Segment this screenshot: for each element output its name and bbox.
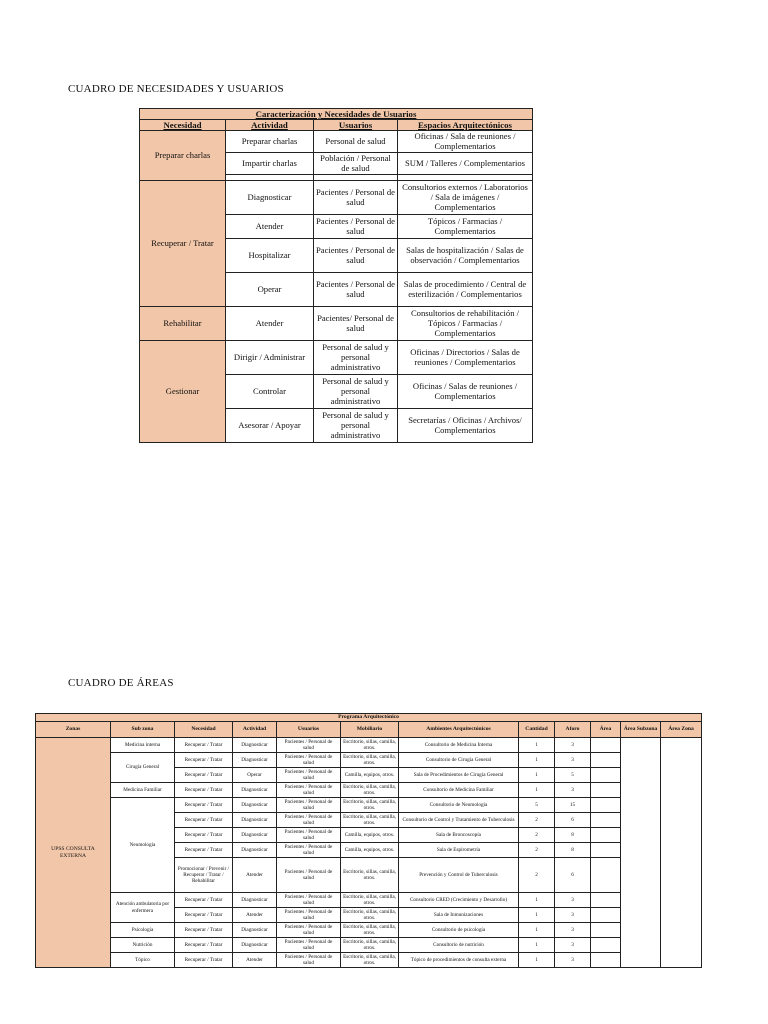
- quantity-cell: 1: [519, 908, 555, 923]
- environment-cell: Consultorio de psicología: [399, 923, 519, 938]
- spaces-cell: Salas de procedimiento / Central de esterilización / Complementarios: [398, 273, 533, 307]
- activity-cell: Dirigir / Administrar: [226, 341, 314, 375]
- environment-cell: Sala de Procedimientos de Cirugía General: [399, 768, 519, 783]
- users-cell: Pacientes / Personal de salud: [277, 738, 341, 753]
- needs-users-table: [139, 108, 533, 443]
- subzone-area-cell: [621, 738, 661, 968]
- activity-cell: Atender: [233, 908, 277, 923]
- quantity-cell: 2: [519, 858, 555, 893]
- subzone-cell: Nutrición: [111, 938, 175, 953]
- spaces-cell: Oficinas / Directorios / Salas de reuniones / Complementarios: [398, 341, 533, 375]
- environment-cell: Tópico de procedimientos de consulta externa: [399, 953, 519, 968]
- column-header: Actividad: [226, 120, 314, 131]
- environment-cell: Prevención y Control de Tuberculosis: [399, 858, 519, 893]
- environment-cell: Consultorio de nutrición: [399, 938, 519, 953]
- furniture-cell: Camilla, equipos, otros.: [341, 828, 399, 843]
- capacity-cell: 3: [555, 923, 591, 938]
- users-cell: Pacientes / Personal de salud: [277, 798, 341, 813]
- need-cell: Recuperar / Tratar: [175, 953, 233, 968]
- quantity-cell: 1: [519, 953, 555, 968]
- users-cell: Pacientes / Personal de salud: [314, 239, 398, 273]
- activity-cell: Diagnosticar: [233, 893, 277, 908]
- furniture-cell: Camilla, equipos, otros.: [341, 843, 399, 858]
- area-cell: [591, 828, 621, 843]
- column-header: Ambientes Arquitectónicos: [399, 722, 519, 738]
- area-cell: [591, 813, 621, 828]
- users-cell: Pacientes / Personal de salud: [314, 215, 398, 239]
- need-cell: Recuperar / Tratar: [140, 181, 226, 307]
- activity-cell: Impartir charlas: [226, 153, 314, 175]
- need-cell: Recuperar / Tratar: [175, 938, 233, 953]
- activity-cell: Diagnosticar: [233, 938, 277, 953]
- need-cell: Recuperar / Tratar: [175, 893, 233, 908]
- capacity-cell: 3: [555, 738, 591, 753]
- table-row: [36, 953, 702, 968]
- need-cell: Recuperar / Tratar: [175, 798, 233, 813]
- quantity-cell: 2: [519, 843, 555, 858]
- table-row: [36, 893, 702, 908]
- users-cell: Pacientes / Personal de salud: [277, 953, 341, 968]
- column-header: Área Zona: [661, 722, 702, 738]
- need-cell: Preparar charlas: [140, 131, 226, 181]
- users-cell: Personal de salud: [314, 131, 398, 153]
- need-cell: Recuperar / Tratar: [175, 768, 233, 783]
- activity-cell: Atender: [233, 953, 277, 968]
- areas-table-heading: CUADRO DE ÁREAS: [68, 677, 174, 689]
- table-row: [36, 753, 702, 768]
- activity-cell: Diagnosticar: [233, 738, 277, 753]
- capacity-cell: 5: [555, 768, 591, 783]
- quantity-cell: 2: [519, 828, 555, 843]
- users-cell: Pacientes / Personal de salud: [277, 768, 341, 783]
- furniture-cell: Escritorio, sillas, camilla, otros.: [341, 858, 399, 893]
- activity-cell: Operar: [233, 768, 277, 783]
- area-cell: [591, 893, 621, 908]
- users-cell: Pacientes / Personal de salud: [277, 783, 341, 798]
- spaces-cell: Salas de hospitalización / Salas de observación / Complementarios: [398, 239, 533, 273]
- area-cell: [591, 938, 621, 953]
- subzone-cell: Tópico: [111, 953, 175, 968]
- column-header: Usuarios: [314, 120, 398, 131]
- zone-area-cell: [661, 738, 702, 968]
- need-cell: Recuperar / Tratar: [175, 783, 233, 798]
- area-cell: [591, 923, 621, 938]
- users-cell: Pacientes / Personal de salud: [277, 828, 341, 843]
- column-header: Necesidad: [140, 120, 226, 131]
- spaces-cell: Secretarías / Oficinas / Archivos/ Complementarios: [398, 409, 533, 443]
- areas-table-caption: Programa Arquitectónico: [36, 714, 702, 722]
- spaces-cell: SUM / Talleres / Complementarios: [398, 153, 533, 175]
- furniture-cell: Escritorio, sillas, camilla, otros.: [341, 783, 399, 798]
- activity-cell: Diagnosticar: [233, 843, 277, 858]
- subzone-cell: Cirugía General: [111, 753, 175, 783]
- quantity-cell: 1: [519, 768, 555, 783]
- need-cell: Promocionar / Prevenir / Recuperar / Tratar / Rehabilitar: [175, 858, 233, 893]
- activity-cell: Diagnosticar: [233, 828, 277, 843]
- column-header: Mobiliario: [341, 722, 399, 738]
- activity-cell: Atender: [233, 858, 277, 893]
- subzone-cell: Medicina interna: [111, 738, 175, 753]
- furniture-cell: Escritorio, sillas, camilla, otros.: [341, 798, 399, 813]
- activity-cell: Operar: [226, 273, 314, 307]
- subzone-cell: Psicología: [111, 923, 175, 938]
- capacity-cell: 6: [555, 858, 591, 893]
- environment-cell: Consultorio de Medicina Interna: [399, 738, 519, 753]
- environment-cell: Sala de Espirometría: [399, 843, 519, 858]
- furniture-cell: Escritorio, sillas, camilla, otros.: [341, 753, 399, 768]
- subzone-cell: Medicina Familiar: [111, 783, 175, 798]
- users-cell: Población / Personal de salud: [314, 153, 398, 175]
- capacity-cell: 3: [555, 908, 591, 923]
- capacity-cell: 3: [555, 938, 591, 953]
- spaces-cell: Oficinas / Salas de reuniones / Complementarios: [398, 375, 533, 409]
- capacity-cell: 8: [555, 828, 591, 843]
- need-cell: Gestionar: [140, 341, 226, 443]
- users-cell: Pacientes / Personal de salud: [277, 938, 341, 953]
- users-cell: Personal de salud y personal administrativo: [314, 341, 398, 375]
- activity-cell: Diagnosticar: [226, 181, 314, 215]
- area-cell: [591, 953, 621, 968]
- quantity-cell: 1: [519, 738, 555, 753]
- activity-cell: Diagnosticar: [233, 813, 277, 828]
- quantity-cell: 1: [519, 923, 555, 938]
- area-cell: [591, 858, 621, 893]
- users-cell: Personal de salud y personal administrativo: [314, 409, 398, 443]
- subzone-cell: Neumología: [111, 798, 175, 893]
- column-header: Necesidad: [175, 722, 233, 738]
- environment-cell: Sala de Inmunizaciones: [399, 908, 519, 923]
- environment-cell: Consultorio de Control y Tratamiento de Tuberculosis: [399, 813, 519, 828]
- capacity-cell: 3: [555, 953, 591, 968]
- table-row: [36, 798, 702, 813]
- quantity-cell: 2: [519, 813, 555, 828]
- column-header: Aforo: [555, 722, 591, 738]
- table-row: [36, 938, 702, 953]
- users-cell: Pacientes / Personal de salud: [277, 893, 341, 908]
- column-header: Usuarios: [277, 722, 341, 738]
- column-header: Espacios Arquitectónicos: [398, 120, 533, 131]
- table-row: [36, 783, 702, 798]
- capacity-cell: 3: [555, 893, 591, 908]
- activity-cell: Asesorar / Apoyar: [226, 409, 314, 443]
- environment-cell: Consultorio CRED (Crecimiento y Desarrollo): [399, 893, 519, 908]
- quantity-cell: 1: [519, 893, 555, 908]
- furniture-cell: Escritorio, sillas, camilla, otros.: [341, 813, 399, 828]
- spaces-cell: Consultorios de rehabilitación / Tópicos / Farmacias / Complementarios: [398, 307, 533, 341]
- spaces-cell: Tópicos / Farmacias / Complementarios: [398, 215, 533, 239]
- area-cell: [591, 798, 621, 813]
- activity-cell: Atender: [226, 307, 314, 341]
- areas-table: [35, 713, 702, 968]
- activity-cell: Hospitalizar: [226, 239, 314, 273]
- users-cell: Pacientes / Personal de salud: [277, 908, 341, 923]
- users-cell: Pacientes / Personal de salud: [314, 181, 398, 215]
- zone-cell: UPSS CONSULTA EXTERNA: [36, 738, 111, 968]
- users-cell: Personal de salud y personal administrativo: [314, 375, 398, 409]
- need-cell: Recuperar / Tratar: [175, 843, 233, 858]
- area-cell: [591, 768, 621, 783]
- furniture-cell: Escritorio, sillas, camilla, otros.: [341, 738, 399, 753]
- subzone-cell: Atención ambulatoria por enfermera: [111, 893, 175, 923]
- environment-cell: Sala de Broncoscopía: [399, 828, 519, 843]
- area-cell: [591, 783, 621, 798]
- users-cell: Pacientes / Personal de salud: [277, 923, 341, 938]
- need-cell: Rehabilitar: [140, 307, 226, 341]
- area-cell: [591, 738, 621, 753]
- users-cell: Pacientes/ Personal de salud: [314, 307, 398, 341]
- environment-cell: Consultorio de Medicina Familiar: [399, 783, 519, 798]
- need-cell: Recuperar / Tratar: [175, 753, 233, 768]
- activity-cell: Diagnosticar: [233, 753, 277, 768]
- area-cell: [591, 843, 621, 858]
- quantity-cell: 5: [519, 798, 555, 813]
- capacity-cell: 3: [555, 783, 591, 798]
- table-row: [36, 738, 702, 753]
- users-cell: Pacientes / Personal de salud: [277, 813, 341, 828]
- activity-cell: Controlar: [226, 375, 314, 409]
- column-header: Zonas: [36, 722, 111, 738]
- furniture-cell: Escritorio, sillas, camilla, otros.: [341, 923, 399, 938]
- activity-cell: Diagnosticar: [233, 923, 277, 938]
- quantity-cell: 1: [519, 783, 555, 798]
- capacity-cell: 8: [555, 843, 591, 858]
- users-cell: Pacientes / Personal de salud: [277, 753, 341, 768]
- needs-table-heading: CUADRO DE NECESIDADES Y USUARIOS: [68, 83, 284, 95]
- area-cell: [591, 908, 621, 923]
- furniture-cell: Escritorio, sillas, camilla, otros.: [341, 938, 399, 953]
- column-header: Área Subzona: [621, 722, 661, 738]
- quantity-cell: 1: [519, 753, 555, 768]
- environment-cell: Consultorio de Cirugía General: [399, 753, 519, 768]
- capacity-cell: 6: [555, 813, 591, 828]
- activity-cell: Diagnosticar: [233, 798, 277, 813]
- capacity-cell: 3: [555, 753, 591, 768]
- spaces-cell: Consultorios externos / Laboratorios / Sala de imágenes / Complementarios: [398, 181, 533, 215]
- need-cell: Recuperar / Tratar: [175, 908, 233, 923]
- column-header: Actividad: [233, 722, 277, 738]
- environment-cell: Consultorio de Neumología: [399, 798, 519, 813]
- capacity-cell: 15: [555, 798, 591, 813]
- furniture-cell: Camilla, equipos, otros.: [341, 768, 399, 783]
- activity-cell: Diagnosticar: [233, 783, 277, 798]
- activity-cell: Atender: [226, 215, 314, 239]
- column-header: Área: [591, 722, 621, 738]
- spaces-cell: Oficinas / Sala de reuniones / Complementarios: [398, 131, 533, 153]
- needs-table-caption: Caracterización y Necesidades de Usuarios: [140, 109, 533, 120]
- need-cell: Recuperar / Tratar: [175, 923, 233, 938]
- area-cell: [591, 753, 621, 768]
- need-cell: Recuperar / Tratar: [175, 828, 233, 843]
- users-cell: Pacientes / Personal de salud: [314, 273, 398, 307]
- quantity-cell: 1: [519, 938, 555, 953]
- column-header: Cantidad: [519, 722, 555, 738]
- need-cell: Recuperar / Tratar: [175, 813, 233, 828]
- need-cell: Recuperar / Tratar: [175, 738, 233, 753]
- users-cell: Pacientes / Personal de salud: [277, 843, 341, 858]
- activity-cell: Preparar charlas: [226, 131, 314, 153]
- users-cell: Pacientes / Personal de salud: [277, 858, 341, 893]
- table-row: [36, 923, 702, 938]
- furniture-cell: Escritorio, sillas, camilla, otros.: [341, 953, 399, 968]
- column-header: Sub zona: [111, 722, 175, 738]
- furniture-cell: Escritorio, sillas, camilla, otros.: [341, 893, 399, 908]
- furniture-cell: Escritorio, sillas, camilla, otros.: [341, 908, 399, 923]
